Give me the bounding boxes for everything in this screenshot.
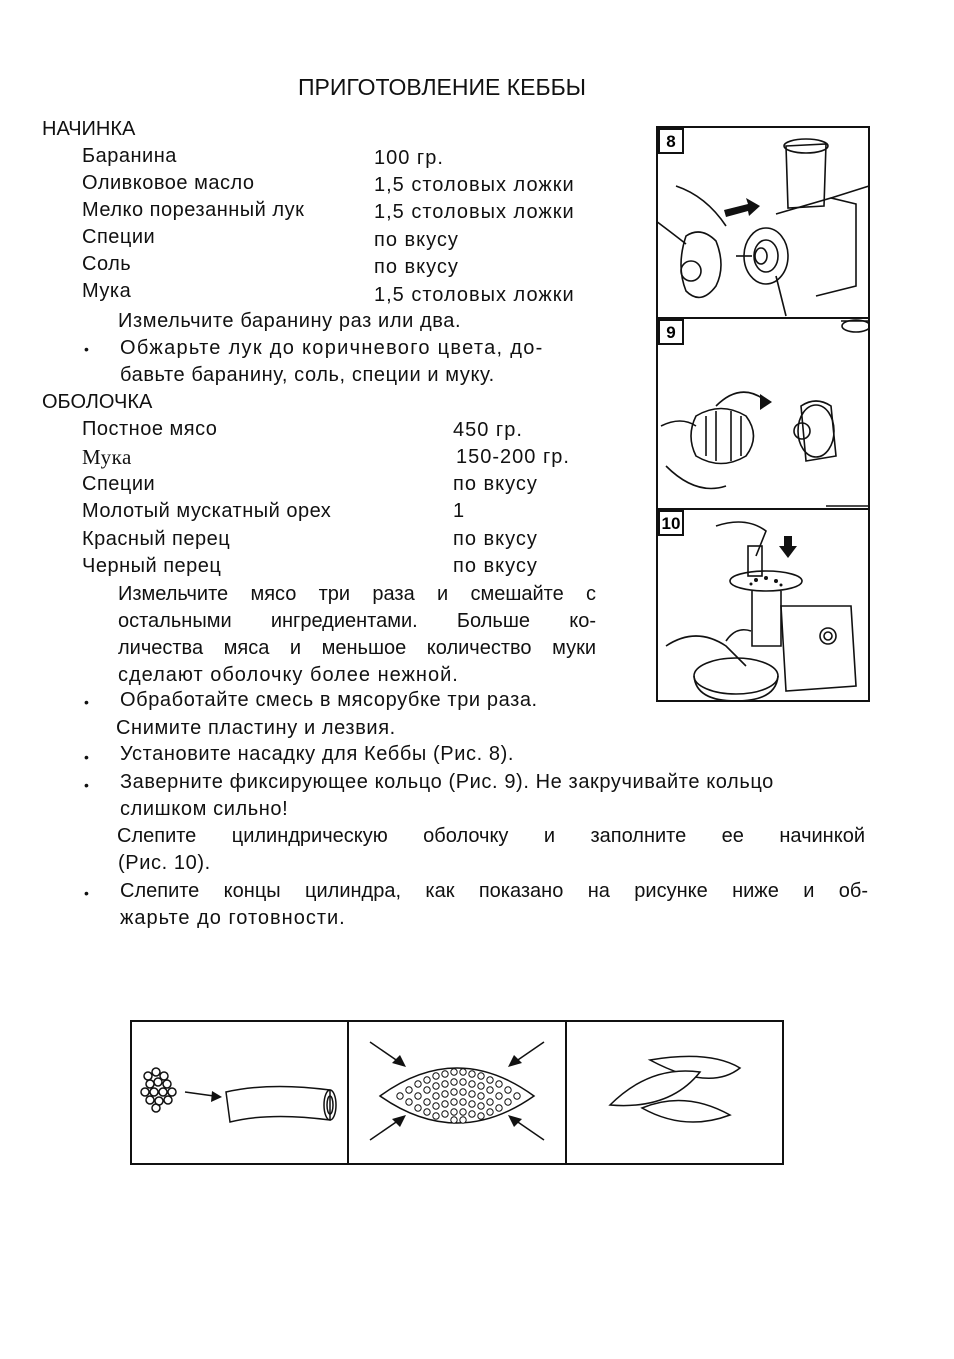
ingredient-name: Молотый мускатный орех bbox=[82, 500, 332, 522]
filling-bullet-line: Обжарьте лук до коричневого цвета, до- bbox=[120, 337, 544, 359]
ingredient-qty: по вкусу bbox=[453, 473, 538, 495]
instruction-text: Снимите пластину и лезвия. bbox=[116, 717, 396, 739]
ingredient-name: Красный перец bbox=[82, 528, 231, 550]
instruction-text bbox=[117, 825, 865, 848]
ingredient-name: Мука bbox=[82, 280, 132, 302]
ingredient-name: Баранина bbox=[82, 145, 177, 167]
kebbe-shaping-illustration bbox=[130, 1020, 784, 1165]
filling-heading: НАЧИНКА bbox=[42, 118, 136, 140]
bullet-marker: • bbox=[84, 749, 89, 765]
ingredient-name: Оливковое масло bbox=[82, 172, 255, 194]
bullet-marker: • bbox=[84, 777, 89, 793]
ingredient-qty: по вкусу bbox=[453, 555, 538, 577]
ingredient-qty: 1,5 столовых ложки bbox=[374, 174, 575, 196]
instruction-bullet: слишком сильно! bbox=[120, 798, 289, 820]
ingredient-name: Специи bbox=[82, 473, 156, 495]
ingredient-qty: 1 bbox=[453, 500, 466, 522]
paragraph-line: сделают оболочку более нежной. bbox=[118, 664, 459, 686]
figure-label: 10 bbox=[661, 514, 681, 533]
figure-label: 8 bbox=[666, 132, 676, 151]
ingredient-qty: по вкусу bbox=[374, 256, 459, 278]
paragraph-line: Слепите концы цилиндра, как показано на рисунке ниже и об- bbox=[120, 880, 868, 902]
ingredient-name: Черный перец bbox=[82, 555, 222, 577]
ingredient-qty: по вкусу bbox=[453, 528, 538, 550]
bullet-marker: • bbox=[84, 694, 89, 710]
shell-heading: ОБОЛОЧКА bbox=[42, 391, 153, 413]
ingredient-name: Специи bbox=[82, 226, 156, 248]
filling-bullet-line: бавьте баранину, соль, специи и муку. bbox=[120, 364, 495, 386]
shell-paragraph bbox=[118, 581, 596, 689]
bullet-marker: • bbox=[84, 885, 89, 901]
ingredient-name: Мука bbox=[82, 445, 132, 469]
ingredient-qty: по вкусу bbox=[374, 229, 459, 251]
ingredient-name: Соль bbox=[82, 253, 132, 275]
page-title: ПРИГОТОВЛЕНИЕ КЕББЫ bbox=[298, 74, 587, 100]
ingredient-qty: 1,5 столовых ложки bbox=[374, 284, 575, 306]
ingredient-qty: 1,5 столовых ложки bbox=[374, 201, 575, 223]
ingredient-name: Постное мясо bbox=[82, 418, 218, 440]
meat-grinder-illustration bbox=[656, 126, 870, 702]
figure-label: 9 bbox=[666, 323, 676, 342]
paragraph-line: Слепите цилиндрическую оболочку и заполните ее начинкой bbox=[117, 825, 865, 847]
instruction-bullet bbox=[120, 880, 868, 903]
instruction-text: (Рис. 10). bbox=[118, 852, 211, 874]
ingredient-qty: 100 гр. bbox=[374, 147, 444, 169]
paragraph-line: остальными ингредиентами. Больше ко- bbox=[118, 610, 596, 632]
shaping-svg bbox=[130, 1020, 784, 1165]
instruction-bullet: Обработайте смесь в мясорубке три раза. bbox=[120, 689, 538, 711]
ingredient-qty: 150-200 гр. bbox=[456, 446, 570, 468]
paragraph-line: Измельчите мясо три раза и смешайте с bbox=[118, 583, 596, 605]
paragraph-line: личества мяса и меньшое количество муки bbox=[118, 637, 596, 659]
bullet-marker: • bbox=[84, 341, 89, 357]
instruction-bullet: Заверните фиксирующее кольцо (Рис. 9). Не закручивайте кольцо bbox=[120, 771, 774, 793]
instruction-bullet: Установите насадку для Кеббы (Рис. 8). bbox=[120, 743, 515, 765]
filling-step: Измельчите баранину раз или два. bbox=[118, 310, 462, 332]
ingredient-name: Мелко порезанный лук bbox=[82, 199, 305, 221]
ingredient-qty: 450 гр. bbox=[453, 419, 523, 441]
instruction-bullet: жарьте до готовности. bbox=[120, 907, 346, 929]
figures-svg bbox=[656, 126, 870, 702]
